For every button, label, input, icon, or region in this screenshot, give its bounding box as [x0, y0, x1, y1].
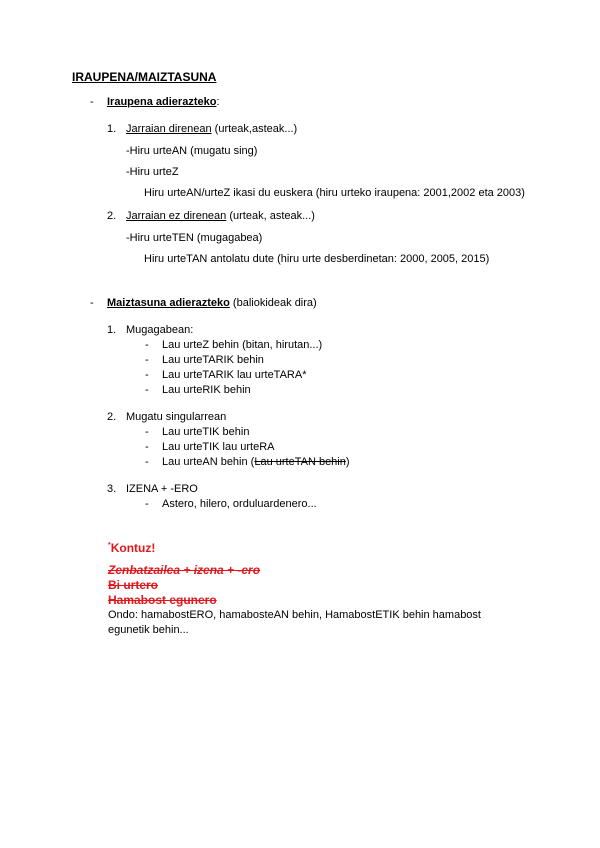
s1-item1-example: Hiru urteAN/urteZ ikasi du euskera (hiru urteko iraupena: 2001,2002 eta 2003) [144, 187, 525, 199]
s2-item1-sub2: Lau urteTARIK behin [162, 354, 264, 366]
warning-struck-rule: Zenbatzailea + izena + -ero [108, 563, 261, 577]
s2-item1-dash4: - [145, 384, 149, 396]
s2-item2-label: Mugatu singularrean [126, 411, 227, 423]
s2-item1-dash1: - [145, 339, 149, 351]
warning-correct-line2: egunetik behin... [108, 624, 189, 636]
section1-bullet: - [90, 96, 94, 108]
s1-item2-rest: (urteak, asteak...) [226, 210, 315, 222]
s1-item1-line [126, 122, 297, 136]
s1-item1-rest: (urteak,asteak...) [211, 123, 298, 135]
section2-bullet: - [90, 297, 94, 309]
s1-item1-sub1: -Hiru urteAN (mugatu sing) [126, 145, 258, 157]
s2-item3-label: IZENA + -ERO [126, 483, 198, 495]
s1-item2-label: Jarraian ez direnean [126, 210, 227, 222]
s2-item2-dash1: - [145, 426, 149, 438]
warning-heading-line [108, 541, 155, 555]
s2-item1-sub1: Lau urteZ behin (bitan, hirutan...) [162, 339, 323, 351]
warning-struck-example1: Bi urtero [108, 578, 159, 592]
s2-item2-sub3-prefix: Lau urteAN behin ( [162, 456, 255, 468]
section1-heading: Iraupena adierazteko [107, 96, 217, 108]
s1-item2-number: 2. [107, 210, 117, 222]
section1-heading-line [107, 95, 220, 109]
section2-heading: Maiztasuna adierazteko [107, 297, 230, 309]
s2-item3-sub: Astero, hilero, orduluardenero... [162, 498, 317, 510]
s1-item2-sub1: -Hiru urteTEN (mugagabea) [126, 232, 263, 244]
s2-item2-number: 2. [107, 411, 117, 423]
s2-item2-sub3-struck: Lau urteTAN behin [254, 456, 346, 468]
s2-item2-sub3-suffix: ) [345, 456, 350, 468]
s1-item1-label: Jarraian direnean [126, 123, 212, 135]
s2-item2-sub3 [162, 455, 350, 469]
s2-item3-number: 3. [107, 483, 117, 495]
warning-struck-example2: Hamabost egunero [108, 593, 217, 607]
s1-item1-number: 1. [107, 123, 117, 135]
s1-item2-example: Hiru urteTAN antolatu dute (hiru urte desberdinetan: 2000, 2005, 2015) [144, 253, 490, 265]
s2-item1-number: 1. [107, 324, 117, 336]
s2-item1-dash2: - [145, 354, 149, 366]
s2-item1-sub4: Lau urteRIK behin [162, 384, 251, 396]
s2-item2-dash2: - [145, 441, 149, 453]
s2-item1-dash3: - [145, 369, 149, 381]
warning-heading: Kontuz! [110, 541, 156, 555]
s2-item2-sub2: Lau urteTIK lau urteRA [162, 441, 275, 453]
section1-heading-suffix: : [216, 96, 220, 108]
s2-item2-sub1: Lau urteTIK behin [162, 426, 250, 438]
s1-item1-sub2: -Hiru urteZ [126, 166, 179, 178]
warning-correct-line1: Ondo: hamabostERO, hamabosteAN behin, HamabostETIK behin hamabost [108, 609, 481, 621]
section2-heading-line [107, 296, 317, 310]
page-title: IRAUPENA/MAIZTASUNA [72, 70, 217, 84]
s2-item1-sub3: Lau urteTARIK lau urteTARA* [162, 369, 307, 381]
section2-heading-rest: (baliokideak dira) [229, 297, 317, 309]
warning-star: * [108, 542, 111, 549]
s2-item2-dash3: - [145, 456, 149, 468]
s2-item1-label: Mugagabean: [126, 324, 194, 336]
s2-item3-dash: - [145, 498, 149, 510]
s1-item2-line [126, 209, 315, 223]
